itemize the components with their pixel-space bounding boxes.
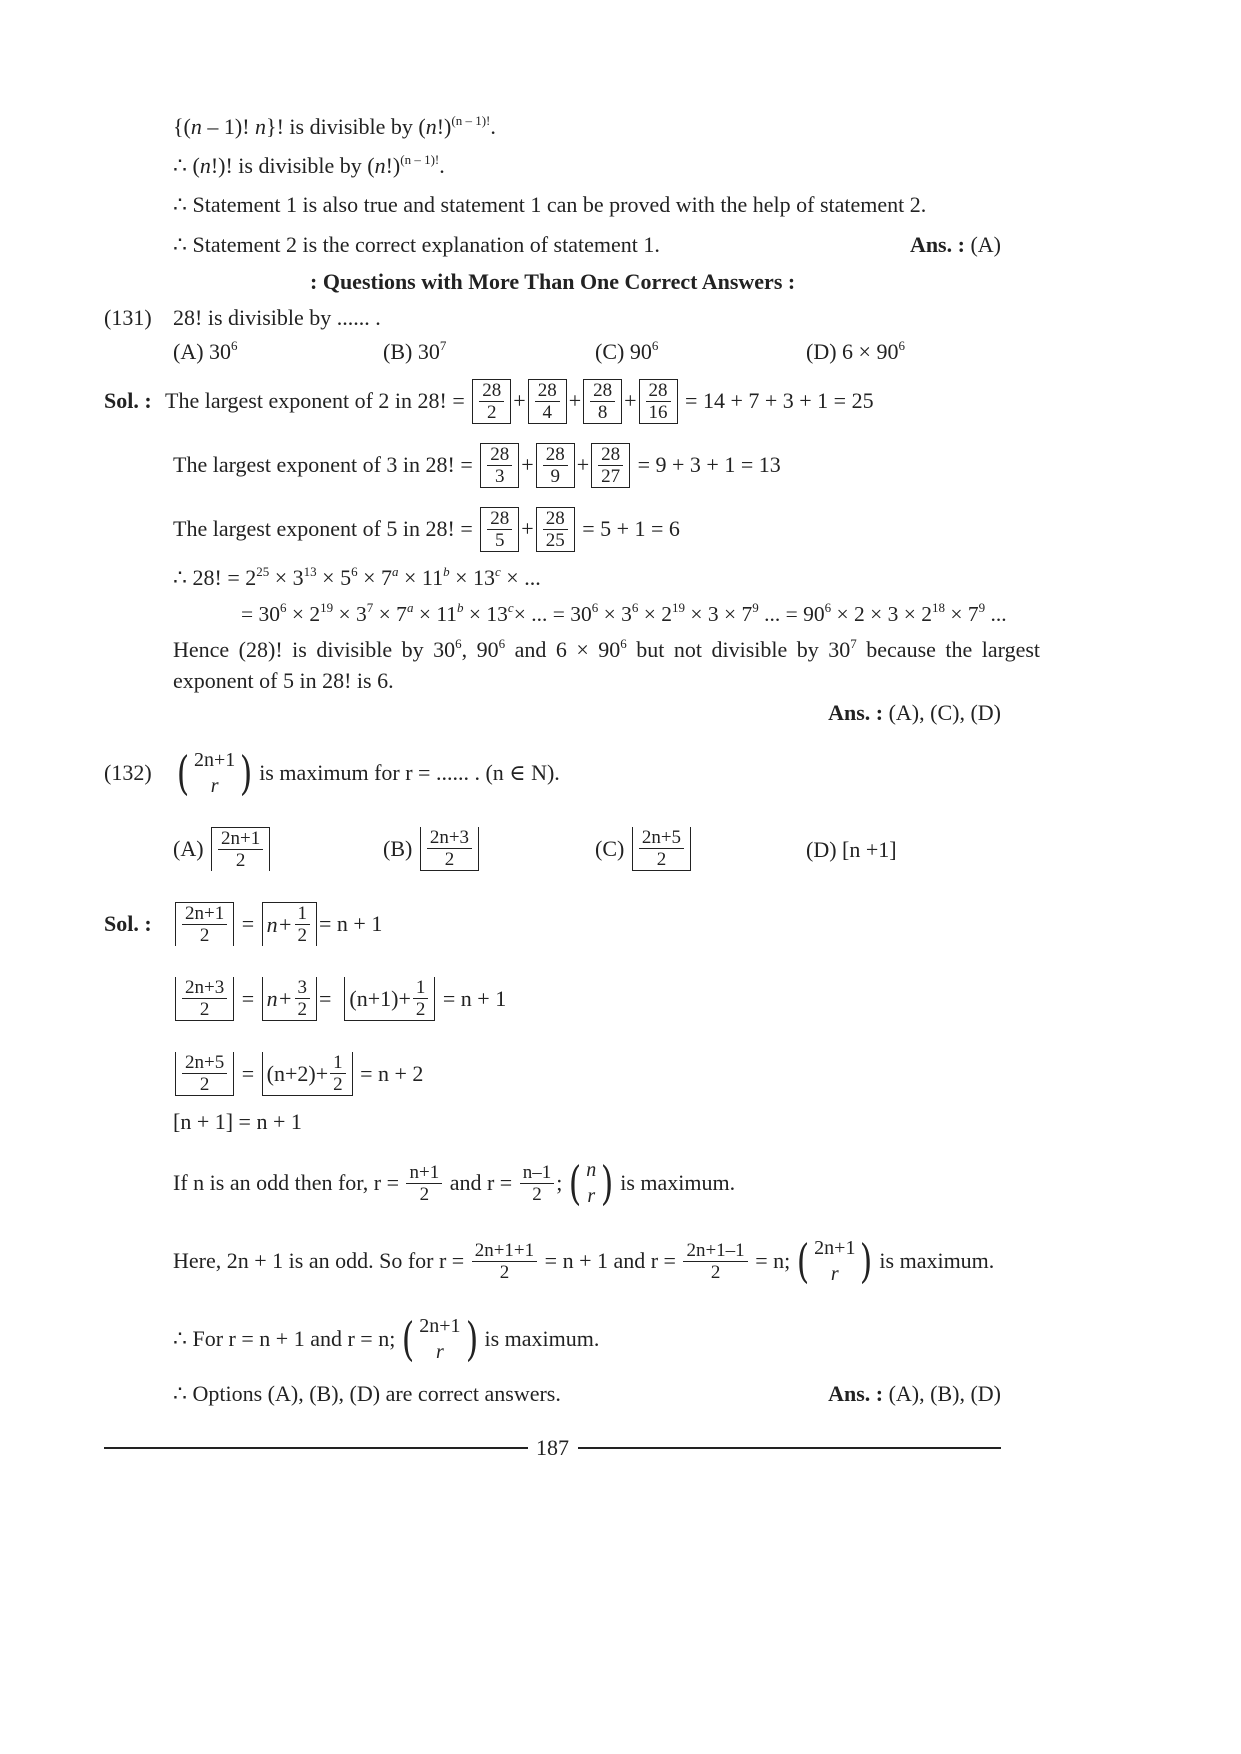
q131-conclusion-2: exponent of 5 in 28! is 6.: [173, 668, 394, 693]
binomial-2n1-r-here: ( 2n+1 r ): [796, 1234, 873, 1288]
q131-answer: Ans. : (A), (C), (D): [828, 700, 1001, 725]
q132-option-c: (C) $\frac{2n+5}{2}$: [595, 822, 693, 876]
q132-options-line: ∴ Options (A), (B), (D) are correct answers.: [173, 1381, 561, 1406]
q132-sol-row-1: $\frac{2n+1}{2}$ = n+ $\frac{1}{2}$ = n + 1: [173, 897, 382, 951]
q131-sol-line-3: The largest exponent of 5 in 28! = $\frac{28}{5}$ + $\frac{28}{25}$ = 5 + 1 = 6: [173, 507, 680, 551]
intro-line-4: ∴ Statement 2 is the correct explanation of statement 1.: [173, 232, 660, 257]
q131-option-c: (C) $90^6$: [595, 338, 659, 364]
q132-option-b: (B) $\frac{2n+3}{2}$: [383, 822, 481, 876]
intro-line-1: {(n – 1)! n}! is divisible by $(n!)^{(n - 1)!}$.: [173, 113, 496, 139]
q132-answer: Ans. : (A), (B), (D): [828, 1381, 1001, 1406]
binomial-2n1-r-for: ( 2n+1 r ): [402, 1312, 478, 1366]
q131-number: (131): [104, 305, 152, 330]
intro-line-3: ∴ Statement 1 is also true and statement 1 can be proved with the help of statement 2.: [173, 192, 927, 217]
q132-sol-label: Sol. :: [104, 911, 152, 936]
q131-option-d: (D) $6 \times 90^6$: [806, 338, 905, 364]
q131-factorization-2: = $30^6 \times 2^{19} \times 3^7 \times 7^a \times 11^b \times 13^c\times$ ... = $30^6 \times 3^6 \times 2^{19} \times 3 \times 7^9$ ... = $90^6 \times 2 \times 3 \times 2^{18} \times 7^9$ ...: [241, 600, 1007, 626]
q131-text: 28! is divisible by ...... .: [173, 305, 381, 330]
q131-option-a: (A) $30^6$: [173, 338, 238, 364]
q131-sol-line-2: The largest exponent of 3 in 28! = $\frac{28}{3}$ + $\frac{28}{9}$ + $\frac{28}{27}$ = 9 + 3 + 1 = 13: [173, 443, 781, 487]
q132-odd-line: If n is an odd then for, r = $\frac{n+1}{2}$ and r = $\frac{n-1}{2}$ ; ( n r ) is maximum.: [173, 1156, 736, 1210]
binomial-n-r: ( n r ): [569, 1156, 614, 1210]
intro-line-2: ∴ (n!)! is divisible by $(n!)^{(n - 1)!}$.: [173, 152, 445, 178]
q132-option-d: (D) [n +1]: [806, 837, 897, 862]
q132-option-a: (A) $\frac{2n+1}{2}$: [173, 822, 272, 876]
q132-number: (132): [104, 760, 152, 785]
q132-for-line: ∴ For r = n + 1 and r = n; ( 2n+1 r ) is maximum.: [173, 1312, 600, 1366]
section-title: : Questions with More Than One Correct Answers :: [310, 269, 796, 294]
q132-sol-row-3: $\frac{2n+5}{2}$ = (n+2)+ $\frac{1}{2}$ = n + 2: [173, 1047, 423, 1101]
q131-sol-label: Sol. :: [104, 388, 152, 413]
footer-rule-right: [578, 1447, 1001, 1449]
q131-factorization-1: ∴ 28! = $2^{25} \times 3^{13} \times 5^6 \times 7^a \times 11^b \times 13^c$ × ...: [173, 564, 541, 590]
q132-question: ( 2n+1 r ) is maximum for r = ...... . (n ∈ N).: [170, 740, 560, 806]
binomial-2n1-r: ( 2n+1 r ): [176, 746, 253, 800]
q131-option-b: (B) $30^7$: [383, 338, 447, 364]
q131-conclusion-1: Hence (28)! is divisible by $30^6$, $90^6$ and $6 \times 90^6$ but not divisible by $30^7$ because the largest: [173, 636, 1041, 662]
q131-sol-line-1: The largest exponent of 2 in 28! = $\frac{28}{2}$ + $\frac{28}{4}$ + $\frac{28}{8}$ + $\frac{28}{16}$ = 14 + 7 + 3 + 1 = 25: [165, 379, 874, 423]
q132-sol-row-4: [n + 1] = n + 1: [173, 1109, 302, 1134]
intro-answer: Ans. : (A): [909, 232, 1001, 257]
footer-rule-left: [104, 1447, 528, 1449]
page-number: 187: [536, 1435, 569, 1460]
q132-here-line: Here, 2n + 1 is an odd. So for r = $\frac{2n+1+1}{2}$ = n + 1 and r = $\frac{2n+1-1}{2}$ = n; ( 2n+1 r ) is maximum.: [173, 1234, 995, 1288]
q132-sol-row-2: $\frac{2n+3}{2}$ = n+ $\frac{3}{2}$ = (n+1)+ $\frac{1}{2}$ = n + 1: [173, 972, 506, 1026]
